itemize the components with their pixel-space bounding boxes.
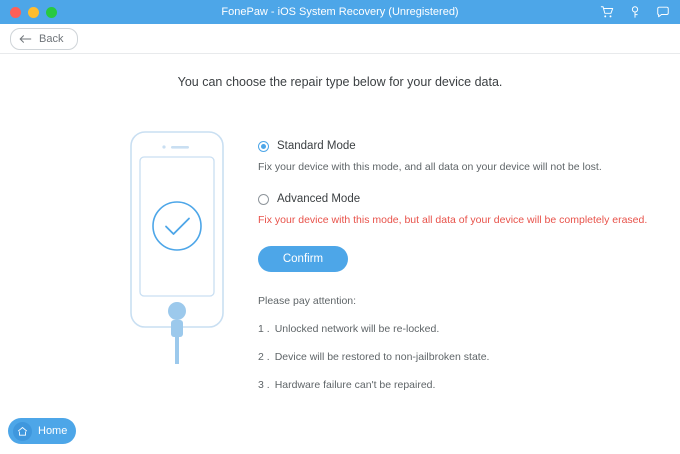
close-window-button[interactable]: [10, 7, 21, 18]
titlebar-actions: [600, 5, 670, 19]
radio-standard-mode[interactable]: [258, 141, 269, 152]
title-bar: [0, 0, 680, 24]
attention-note-1-number: 1 .: [258, 323, 270, 335]
option-advanced-mode-label[interactable]: Advanced Mode: [277, 193, 361, 205]
option-advanced-mode-description: Fix your device with this mode, but all data of your device will be completely erased.: [258, 214, 648, 226]
attention-note-3-number: 3 .: [258, 379, 270, 391]
window-controls: [10, 7, 57, 18]
arrow-left-icon: [19, 34, 32, 44]
window-title: FonePaw - iOS System Recovery (Unregistered): [221, 6, 459, 18]
option-standard-mode-label[interactable]: Standard Mode: [277, 140, 356, 152]
attention-note-2-text: Device will be restored to non-jailbroken state.: [274, 351, 490, 363]
device-illustration: [112, 130, 242, 370]
attention-note-1: [258, 323, 658, 335]
attention-note-2: [258, 351, 658, 363]
navigation-bar: [0, 24, 680, 54]
option-standard-mode[interactable]: [258, 140, 658, 152]
minimize-window-button[interactable]: [28, 7, 39, 18]
confirm-button[interactable]: Confirm: [258, 246, 348, 272]
home-button-label: Home: [38, 425, 68, 437]
radio-advanced-mode[interactable]: [258, 194, 269, 205]
attention-note-3: [258, 379, 658, 391]
repair-options-panel: [258, 140, 658, 391]
attention-note-3-text: Hardware failure can't be repaired.: [274, 379, 436, 391]
attention-note-1-text: Unlocked network will be re-locked.: [274, 323, 440, 335]
attention-title: Please pay attention:: [258, 295, 357, 307]
key-icon[interactable]: [628, 5, 642, 19]
attention-note-2-number: 2 .: [258, 351, 270, 363]
page-title: You can choose the repair type below for your device data.: [177, 75, 503, 89]
option-advanced-mode[interactable]: [258, 193, 658, 205]
cart-icon[interactable]: [600, 5, 614, 19]
option-standard-mode-description: Fix your device with this mode, and all data on your device will not be lost.: [258, 161, 602, 173]
home-button[interactable]: [8, 418, 76, 444]
back-button-label: Back: [39, 32, 64, 45]
back-button[interactable]: [10, 28, 78, 50]
home-icon: [13, 422, 32, 441]
chat-icon[interactable]: [656, 5, 670, 19]
main-content: [0, 54, 680, 454]
maximize-window-button[interactable]: [46, 7, 57, 18]
